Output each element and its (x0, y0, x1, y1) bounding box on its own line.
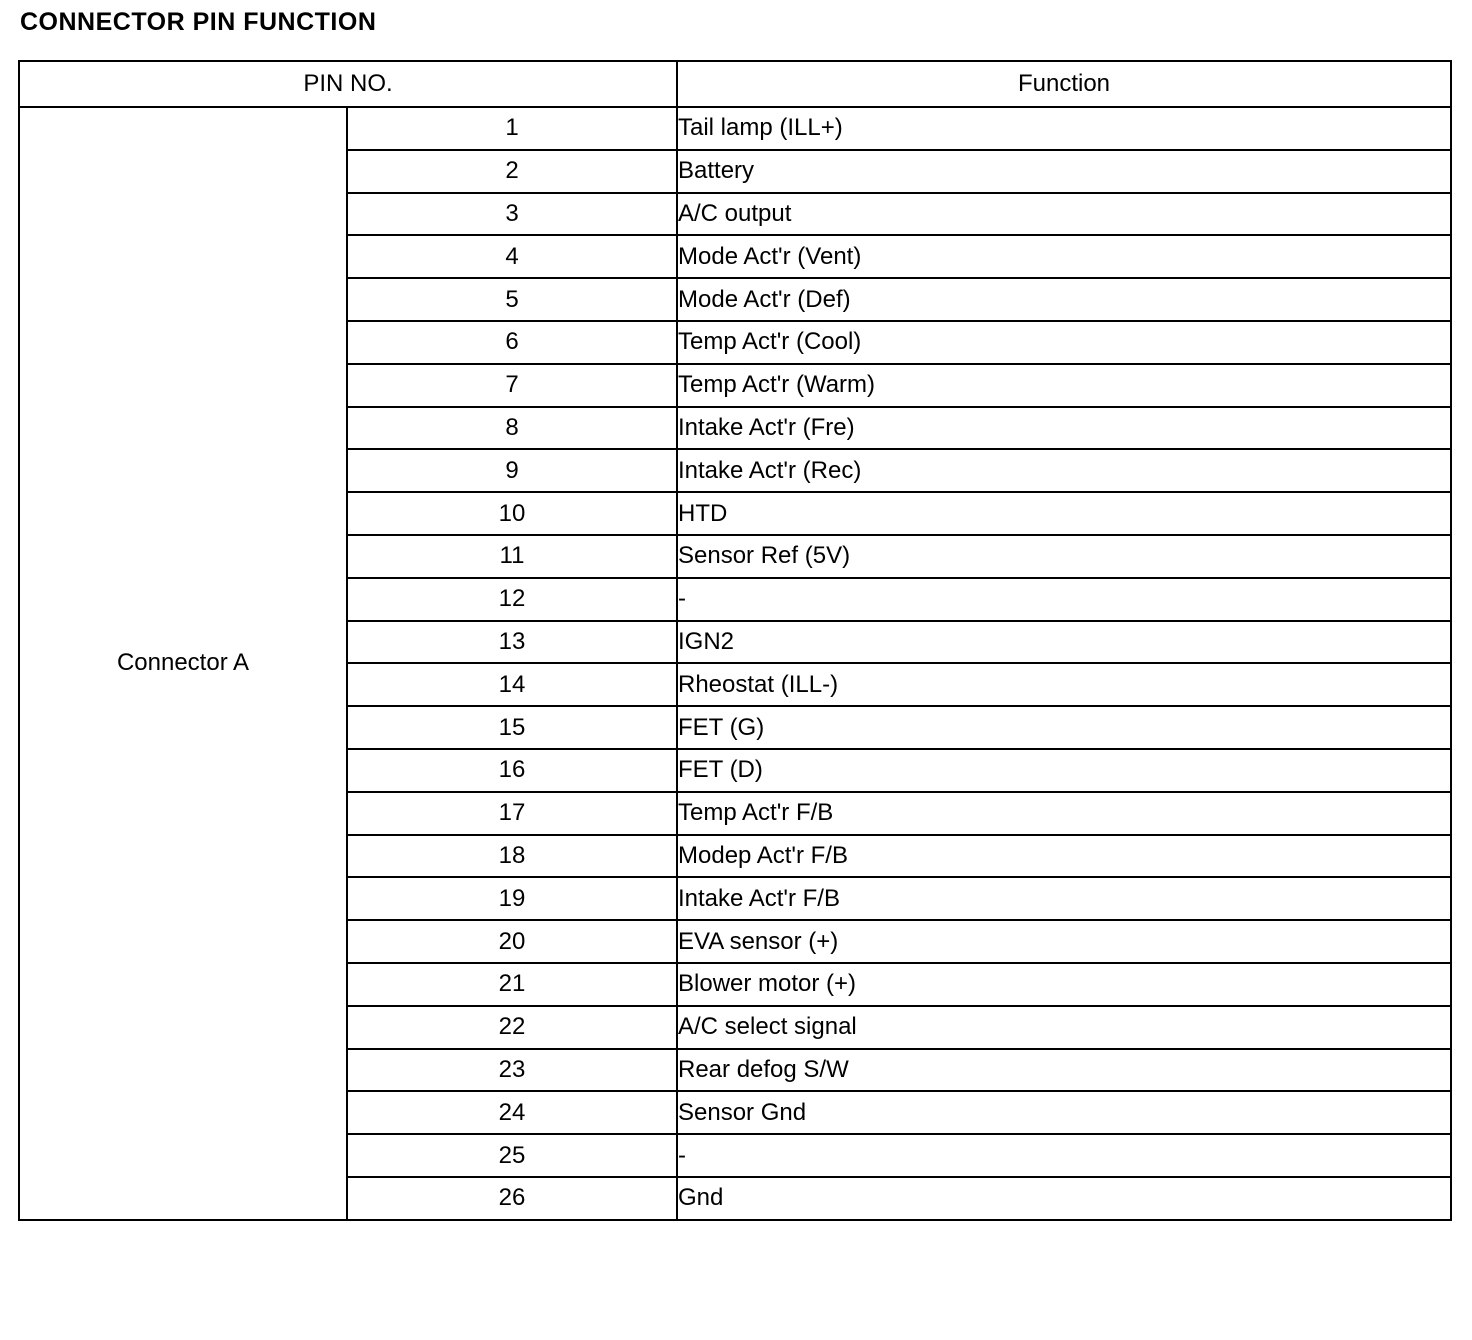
pin-function: Intake Act'r F/B (677, 877, 1451, 920)
pin-number: 20 (347, 920, 677, 963)
pin-function: Rheostat (ILL-) (677, 663, 1451, 706)
pin-number: 7 (347, 364, 677, 407)
pin-number: 9 (347, 449, 677, 492)
connector-pin-table (18, 60, 1452, 1221)
pin-number: 6 (347, 321, 677, 364)
pin-number: 12 (347, 578, 677, 621)
pin-function: - (677, 1134, 1451, 1177)
pin-number: 19 (347, 877, 677, 920)
pin-function: Mode Act'r (Vent) (677, 235, 1451, 278)
pin-number: 22 (347, 1006, 677, 1049)
pin-function: Modep Act'r F/B (677, 835, 1451, 878)
pin-number: 26 (347, 1177, 677, 1220)
pin-function: Temp Act'r (Warm) (677, 364, 1451, 407)
pin-function: Sensor Gnd (677, 1091, 1451, 1134)
pin-number: 21 (347, 963, 677, 1006)
pin-function: - (677, 578, 1451, 621)
header-function: Function (677, 61, 1451, 107)
pin-function: A/C output (677, 193, 1451, 236)
pin-number: 24 (347, 1091, 677, 1134)
pin-number: 17 (347, 792, 677, 835)
page-title: CONNECTOR PIN FUNCTION (20, 8, 377, 36)
pin-number: 1 (347, 107, 677, 150)
pin-function: Temp Act'r (Cool) (677, 321, 1451, 364)
pin-number: 13 (347, 621, 677, 664)
pin-number: 3 (347, 193, 677, 236)
pin-number: 4 (347, 235, 677, 278)
pin-function: A/C select signal (677, 1006, 1451, 1049)
connector-group-label: Connector A (19, 107, 347, 1220)
pin-number: 11 (347, 535, 677, 578)
pin-number: 16 (347, 749, 677, 792)
pin-function: Gnd (677, 1177, 1451, 1220)
pin-function: Tail lamp (ILL+) (677, 107, 1451, 150)
pin-number: 15 (347, 706, 677, 749)
pin-function: EVA sensor (+) (677, 920, 1451, 963)
pin-number: 5 (347, 278, 677, 321)
pin-function: Intake Act'r (Rec) (677, 449, 1451, 492)
table-row (19, 107, 1451, 150)
pin-function: HTD (677, 492, 1451, 535)
table-header-row (19, 61, 1451, 107)
pin-function: IGN2 (677, 621, 1451, 664)
pin-function: Mode Act'r (Def) (677, 278, 1451, 321)
pin-number: 23 (347, 1049, 677, 1092)
pin-number: 8 (347, 407, 677, 450)
pin-function: Blower motor (+) (677, 963, 1451, 1006)
pin-function: Intake Act'r (Fre) (677, 407, 1451, 450)
pin-number: 25 (347, 1134, 677, 1177)
pin-function: Sensor Ref (5V) (677, 535, 1451, 578)
pin-number: 14 (347, 663, 677, 706)
pin-number: 10 (347, 492, 677, 535)
pin-function: Temp Act'r F/B (677, 792, 1451, 835)
pin-function: FET (D) (677, 749, 1451, 792)
pin-function: Battery (677, 150, 1451, 193)
table-body (19, 107, 1451, 1220)
pin-function: Rear defog S/W (677, 1049, 1451, 1092)
pin-number: 2 (347, 150, 677, 193)
pin-function: FET (G) (677, 706, 1451, 749)
pin-number: 18 (347, 835, 677, 878)
header-pin-no: PIN NO. (19, 61, 677, 107)
